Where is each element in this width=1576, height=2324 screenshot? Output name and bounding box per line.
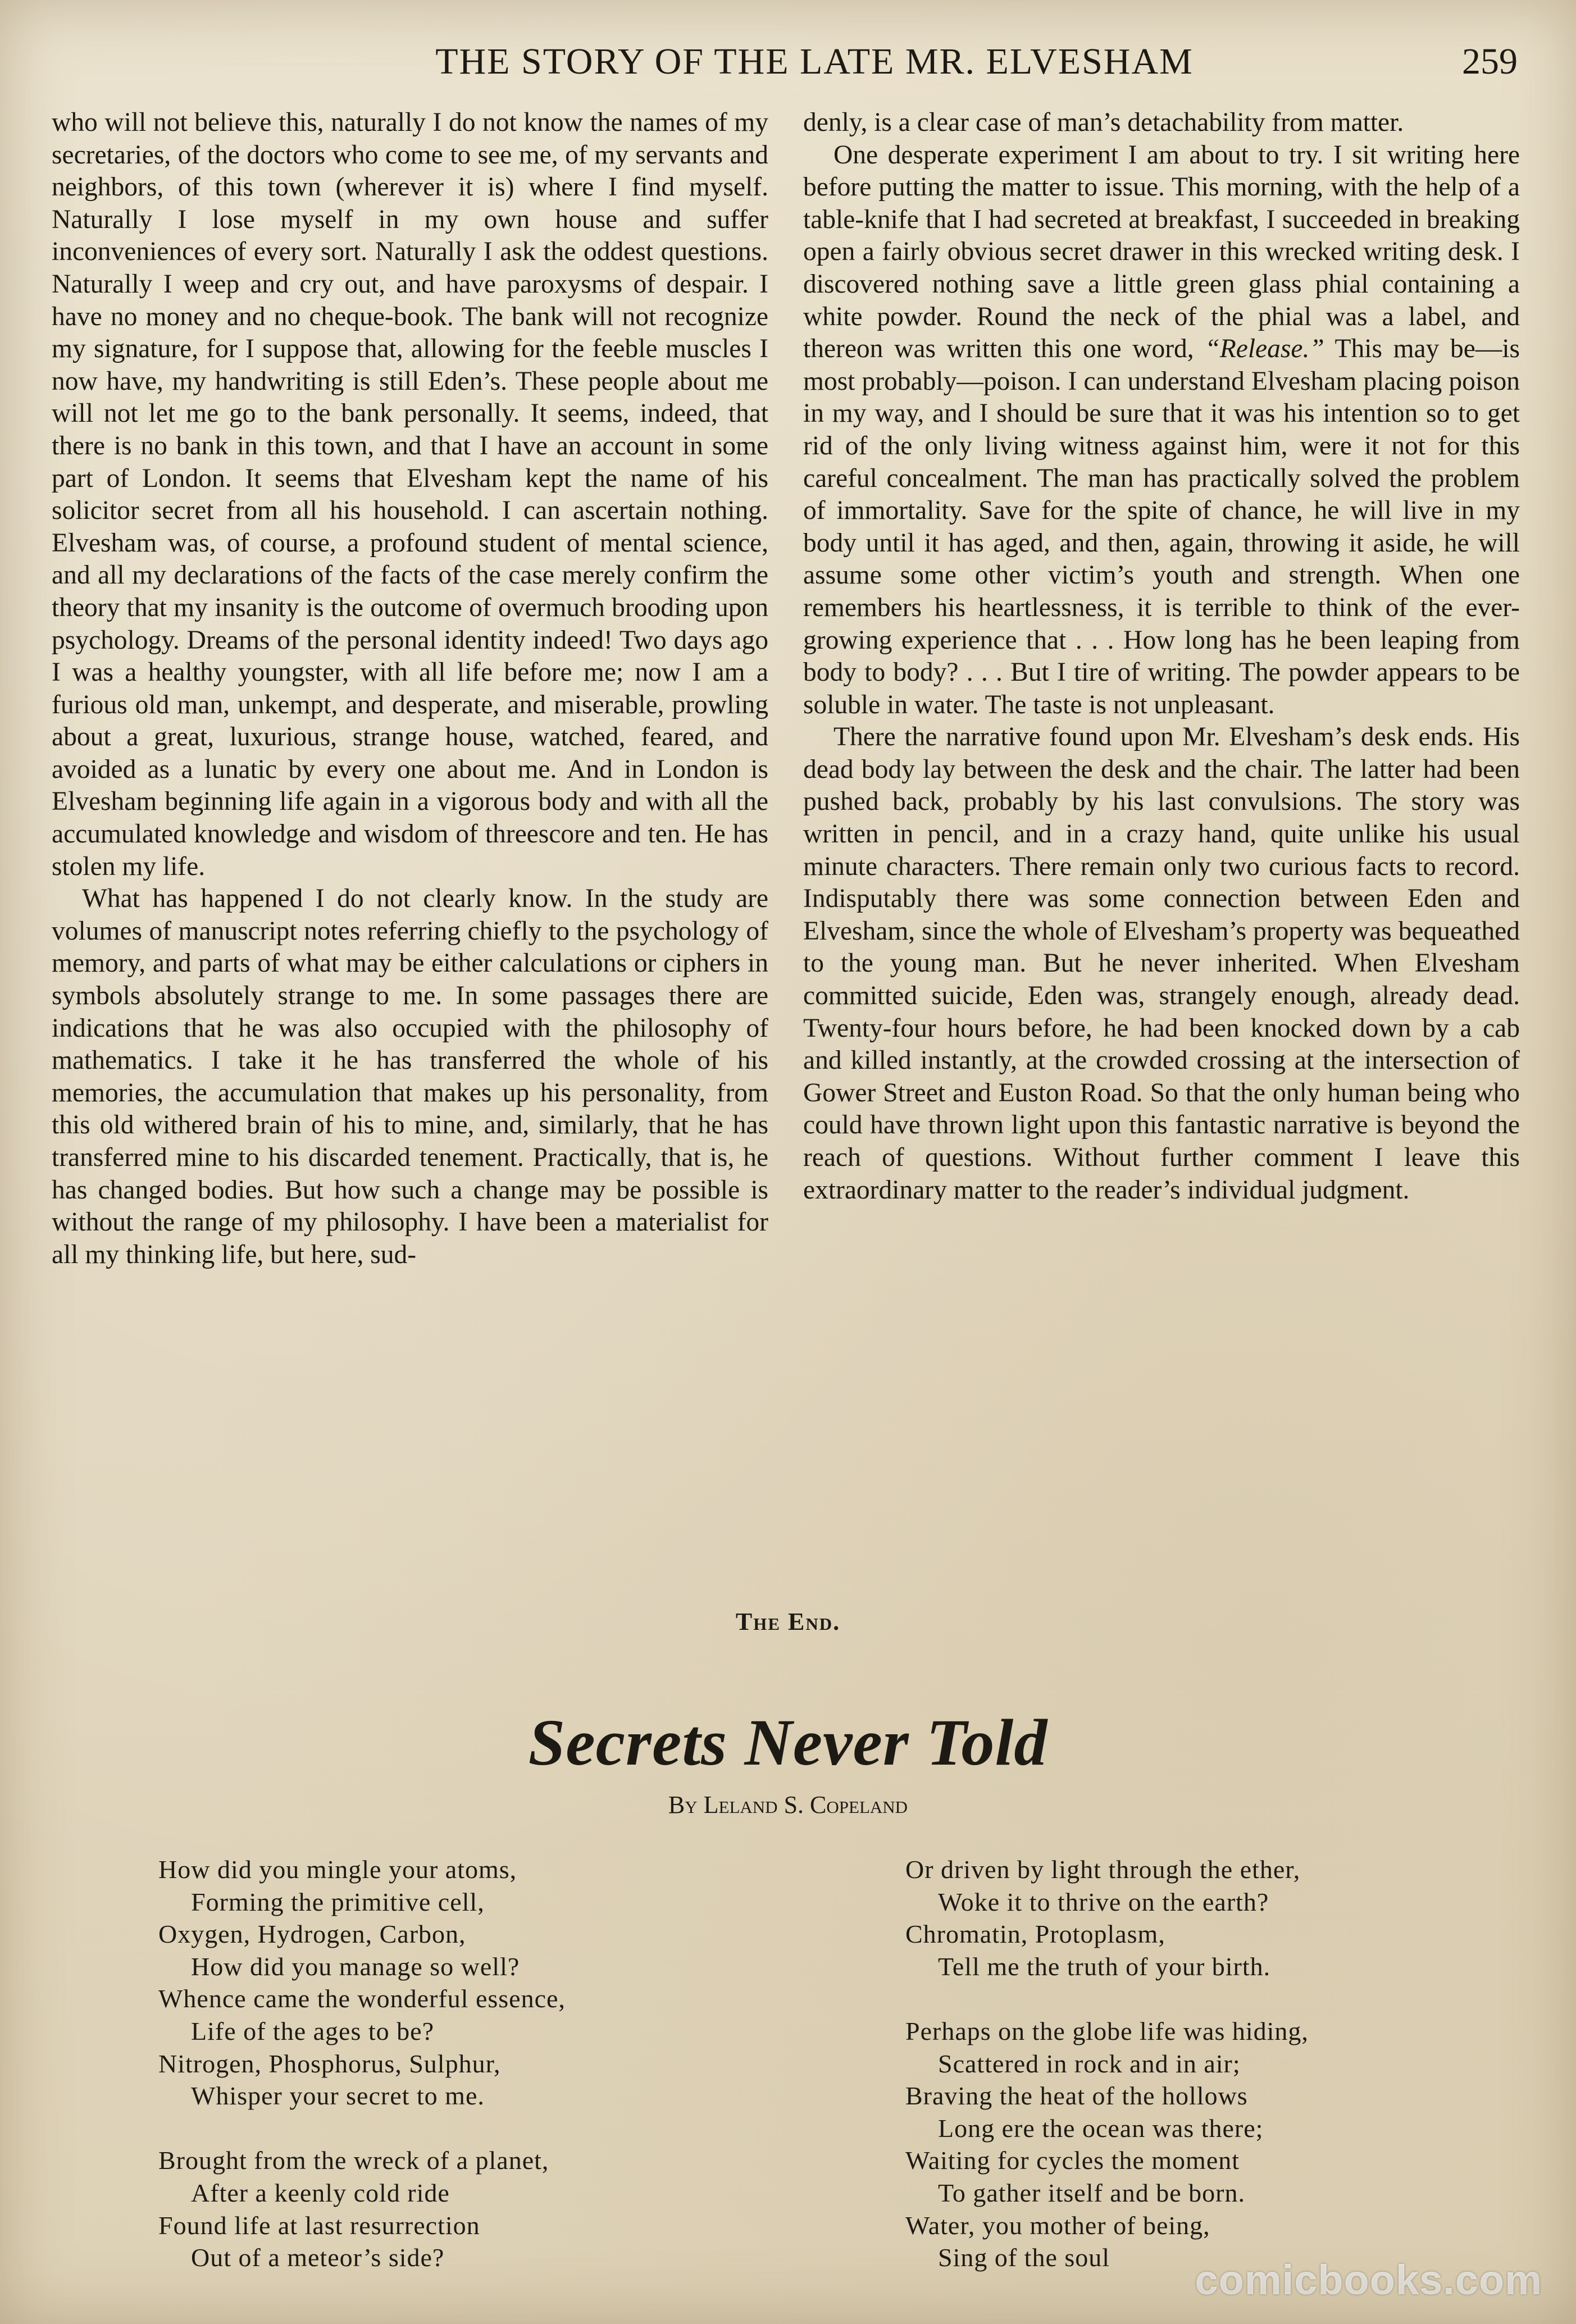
poem-stanza bbox=[158, 1853, 832, 2112]
poem-line: Or driven by light through the ether, bbox=[905, 1855, 1301, 1884]
poem-line: Scattered in rock and in air; bbox=[938, 2049, 1241, 2078]
running-header: THE STORY OF THE LATE MR. ELVESHAM bbox=[435, 41, 1194, 82]
story-text: One desperate experiment I am about to try. I sit writing here before putting the matter to issue. This morning, with the help of a table-knife that I had secreted at breakfast, I succeeded in breaking open a fairly obvious secret drawer in this wrecked writing desk. I discovered nothing save a little green glass phial containing a white powder. Round the neck of the phial was a label, and thereon was written this one word, bbox=[803, 140, 1520, 364]
poem-line: Sing of the soul bbox=[938, 2243, 1110, 2272]
poem-line: Whisper your secret to me. bbox=[191, 2081, 485, 2111]
poem-line: Brought from the wreck of a planet, bbox=[158, 2146, 549, 2175]
poem-line: Waiting for cycles the moment bbox=[905, 2146, 1240, 2175]
poem-line: Tell me the truth of your birth. bbox=[938, 1952, 1271, 1981]
story-text: This may be—is most probably—poison. I can understand Elvesham placing poison in my way, and I should be sure that it was his intention so to get rid of the only living witness against him, were it not for this careful concealment. The man has practically solved the problem of immortality. Save for the spite of chance, he will live in my body until it has aged, and then, again, throwing it aside, he will assume some other victim’s youth and strength. When one remembers his heartlessness, it is terrible to think of the ever-growing experience that . . . How long has he been leaping from body to body? . . . But I tire of writing. The powder appears to be soluble in water. The taste is not unpleasant. bbox=[803, 334, 1520, 719]
poem-byline: By Leland S. Copeland bbox=[668, 1791, 908, 1819]
story-paragraph: There the narrative found upon Mr. Elvesham’s desk ends. His dead body lay between the desk and the chair. The latter had been pushed back, probably by his last convulsions. The story was written in pencil, and in a crazy hand, quite unlike his usual minute characters. There remain only two curious facts to record. Indisputably there was some connection between Eden and Elvesham, since the whole of Elvesham’s property was bequeathed to the young man. But he never inherited. When Elvesham committed suicide, Eden was, strangely enough, already dead. Twenty-four hours before, he had been knocked down by a cab and killed instantly, at the crowded crossing at the intersection of Gower Street and Euston Road. So that the only human being who could have thrown light upon this fantastic narrative is beyond the reach of questions. Without further comment I leave this extraordinary matter to the reader’s individual judgment. bbox=[803, 722, 1520, 1205]
poem-stanza bbox=[905, 1853, 1551, 1983]
poem-line: Whence came the wonderful essence, bbox=[158, 1984, 566, 2013]
the-end-mark: The End. bbox=[735, 1608, 841, 1635]
story-paragraph: who will not believe this, naturally I do not know the names of my secretaries, of the doctors who come to see me, of my servants and neighbors, of this town (wherever it is) where I find myself. Naturally I lose myself in my own house and suffer inconveniences of every sort. Naturally I ask the oddest questions. Naturally I weep and cry out, and have paroxysms of despair. I have no money and no cheque-book. The bank will not recognize my signature, for I suppose that, allowing for the feeble muscles I now have, my handwriting is still Eden’s. These people about me will not let me go to the bank personally. It seems, indeed, that there is no bank in this town, and that I have an account in some part of London. It seems that Elvesham kept the name of his solicitor secret from all his household. I can ascertain nothing. Elvesham was, of course, a profound student of mental science, and all my declarations of the facts of the case merely confirm the theory that my insanity is the outcome of overmuch brooding upon psychology. Dreams of the personal identity indeed! Two days ago I was a healthy youngster, with all life before me; now I am a furious old man, unkempt, and desperate, and miserable, prowling about a great, luxurious, strange house, watched, feared, and avoided as a lunatic by every one about me. And in London is Elvesham beginning life again in a vigorous body and with all the accumulated knowledge and wisdom of threescore and ten. He has stolen my life. bbox=[52, 108, 768, 881]
poem-line: After a keenly cold ride bbox=[191, 2178, 450, 2207]
poem-line: To gather itself and be born. bbox=[938, 2178, 1245, 2207]
poem-line: Out of a meteor’s side? bbox=[191, 2243, 445, 2272]
story-paragraph: What has happened I do not clearly know. In the study are volumes of manuscript notes referring chiefly to the psychology of memory, and parts of what may be either calculations or ciphers in symbols absolutely strange to me. In some passages there are indications that he was also occupied with the philosophy of mathematics. I take it he has transferred the whole of his memories, the accumulation that makes up his personality, from this old withered brain of his to mine, and, similarly, that he has transferred mine to his discarded tenement. Practically, that is, he has changed bodies. But how such a change may be possible is without the range of my philosophy. I have been a materialist for all my thinking life, but here, sud- bbox=[52, 884, 768, 1269]
phial-label-text: “Release.” bbox=[1205, 334, 1324, 364]
poem-left-column bbox=[158, 1853, 832, 2274]
poem-line: Found life at last resurrection bbox=[158, 2211, 480, 2240]
poem-line: Life of the ages to be? bbox=[191, 2016, 434, 2045]
poem-right-column bbox=[905, 1853, 1551, 2274]
poem-line: How did you manage so well? bbox=[191, 1952, 520, 1981]
poem-line: Nitrogen, Phosphorus, Sulphur, bbox=[158, 2049, 501, 2078]
poem-line: Woke it to thrive on the earth? bbox=[938, 1887, 1269, 1916]
story-paragraph: denly, is a clear case of man’s detachability from matter. bbox=[803, 108, 1404, 137]
story-right-column bbox=[803, 107, 1520, 1206]
poem-line: Perhaps on the globe life was hiding, bbox=[905, 2016, 1309, 2045]
watermark-logo: comicbooks.com bbox=[1195, 2257, 1542, 2303]
story-left-column bbox=[52, 107, 768, 1271]
poem-stanza bbox=[158, 2144, 832, 2273]
poem-line: Water, you mother of being, bbox=[905, 2211, 1210, 2240]
poem-stanza bbox=[905, 2015, 1551, 2274]
story-paragraph bbox=[803, 139, 1520, 722]
page-number: 259 bbox=[1462, 41, 1518, 82]
poem-line: Chromatin, Protoplasm, bbox=[905, 1920, 1165, 1949]
poem-line: Braving the heat of the hollows bbox=[905, 2081, 1248, 2111]
poem-title: Secrets Never Told bbox=[528, 1706, 1048, 1779]
poem-line: How did you mingle your atoms, bbox=[158, 1855, 517, 1884]
poem-line: Forming the primitive cell, bbox=[191, 1887, 485, 1916]
poem-line: Oxygen, Hydrogen, Carbon, bbox=[158, 1920, 466, 1949]
poem-line: Long ere the ocean was there; bbox=[938, 2113, 1264, 2143]
